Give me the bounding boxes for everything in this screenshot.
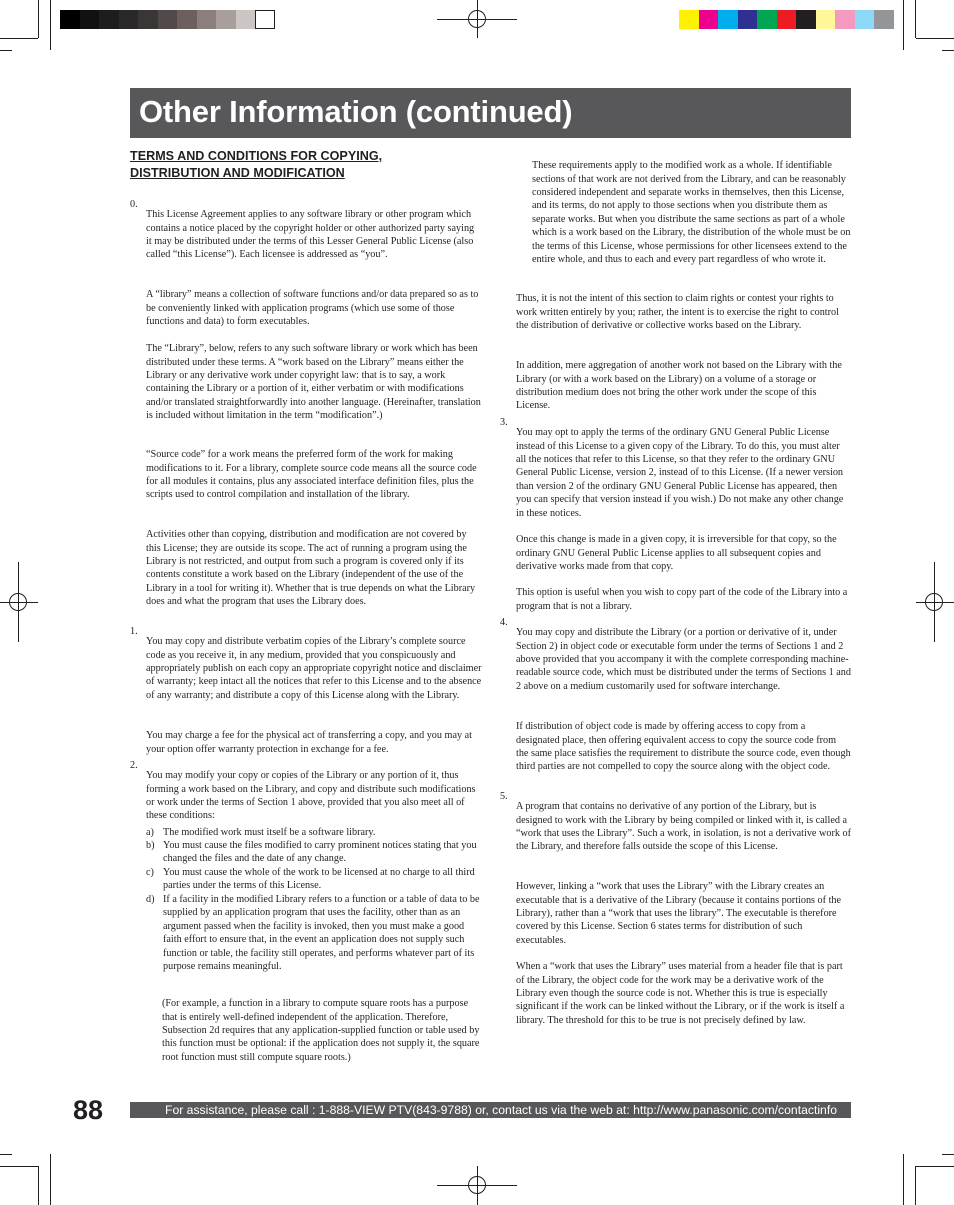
section-heading — [130, 148, 450, 182]
section-number: 0. — [130, 199, 138, 210]
paragraph: You may charge a fee for the physical act of transferring a copy, and you may at your option offer warranty protection in exchange for a fee. — [146, 730, 472, 755]
color-swatch — [777, 10, 797, 29]
color-swatch — [874, 10, 894, 29]
paragraph: However, linking a “work that uses the Library” with the Library creates an executable that is a derivative of the Library (because it contains portions of the Library), rather than a “work that uses the library”. The executable is therefore covered by this License. Section 6 states terms for distribution of such executables. — [516, 881, 842, 946]
section-number: 4. — [500, 617, 508, 628]
paragraph: Once this change is made in a given copy, it is irreversible for that copy, so the ordinary GNU General Public License applies to all subsequent copies and derivative works made from that copy. — [516, 534, 837, 572]
list-item-text: You must cause the whole of the work to be licensed at no charge to all third parties under the terms of this License. — [163, 867, 475, 892]
footer-bar — [130, 1102, 851, 1118]
gray-swatch — [158, 10, 178, 29]
page-number: 88 — [73, 1095, 104, 1125]
color-swatch — [855, 10, 875, 29]
list-item-label: b) — [146, 840, 155, 851]
paragraph: If distribution of object code is made by offering access to copy from a designated place, then offering equivalent access to copy the source code from the same place satisfies the requirement to distribute the source code, even though third parties are not compelled to copy the source along with the object code. — [516, 721, 851, 773]
gray-swatch — [177, 10, 197, 29]
color-swatch — [757, 10, 777, 29]
section-number: 5. — [500, 791, 508, 802]
gray-swatch — [60, 10, 80, 29]
list-item-text: The modified work must itself be a software library. — [163, 827, 376, 838]
section-number: 2. — [130, 760, 138, 771]
color-swatch — [699, 10, 719, 29]
color-swatch — [679, 10, 699, 29]
paragraph: This option is useful when you wish to copy part of the code of the Library into a program that is not a library. — [516, 587, 848, 612]
color-swatch — [835, 10, 855, 29]
list-item-label: c) — [146, 867, 154, 878]
list-item — [146, 866, 482, 893]
section-heading-line1: TERMS AND CONDITIONS FOR COPYING, — [130, 149, 383, 163]
paragraph: You may copy and distribute verbatim copies of the Library’s complete source code as you receive it, in any medium, provided that you conspicuously and appropriately publish on each copy an appropriate copyright notice and disclaimer of warranty; keep intact all the notices that refer to this License and to the absence of any warranty; and distribute a copy of this License along with the Library. — [146, 636, 482, 701]
paragraph: Thus, it is not the intent of this section to claim rights or contest your rights to work written entirely by you; rather, the intent is to exercise the right to control the distribution of derivative or collective works based on the Library. — [516, 293, 839, 331]
paragraph: A program that contains no derivative of any portion of the Library, but is designed to work with the Library by being compiled or linked with it, is called a “work that uses the Library”. Such a work, in isolation, is not a derivative work of the Library, and therefore falls outside the scope of this License. — [516, 801, 851, 853]
gray-swatch — [80, 10, 100, 29]
list-item-text: If a facility in the modified Library refers to a function or a table of data to be supplied by an application program that uses the facility, other than as an argument passed when the facility is invoked, then you must make a good faith effort to ensure that, in the event an application does not supply such function or table, the facility still operates, and performs whatever part of its purpose remains meaningful. — [163, 894, 480, 973]
section-heading-line2: DISTRIBUTION AND MODIFICATION — [130, 166, 345, 180]
list-item-text: You must cause the files modified to carry prominent notices stating that you changed the files and the date of any change. — [163, 840, 477, 865]
list-item — [146, 893, 482, 973]
paragraph: These requirements apply to the modified work as a whole. If identifiable sections of that work are not derived from the Library, and can be reasonably considered independent and separate works in themselves, then this License, and its terms, do not apply to those sections when you distribute them as separate works. But when you distribute the same sections as part of a whole which is a work based on the Library, the distribution of the whole must be on the terms of this License, whose permissions for other licensees extend to the entire whole, and thus to each and every part regardless of who wrote it. — [532, 160, 851, 266]
gray-swatch — [138, 10, 158, 29]
paragraph: When a “work that uses the Library” uses material from a header file that is part of the Library, the object code for the work may be a derivative work of the Library even though the source code is not. Whether this is true is especially significant if the work can be linked without the Library, or if the work is itself a library. The threshold for this to be true is not precisely defined by law. — [516, 961, 845, 1026]
color-swatch — [816, 10, 836, 29]
section-number: 3. — [500, 417, 508, 428]
paragraph: (For example, a function in a library to compute square roots has a purpose that is entirely well-defined independent of the application. Therefore, Subsection 2d requires that any application-supplied function or table used by this function must be optional: if the application does not supply it, the square root function must still compute square roots.) — [162, 998, 480, 1063]
paragraph: Activities other than copying, distribution and modification are not covered by this License; they are outside its scope. The act of running a program using the Library is not restricted, and output from such a program is covered only if its contents constitute a work based on the Library (independent of the use of the Library in a tool for writing it). Whether that is true depends on what the Library does and what the program that uses the Library does. — [146, 529, 476, 608]
page-title: Other Information (continued) — [139, 94, 573, 129]
color-swatch — [738, 10, 758, 29]
gray-swatch — [197, 10, 217, 29]
list-item-label: d) — [146, 894, 155, 905]
color-swatch — [718, 10, 738, 29]
paragraph: You may copy and distribute the Library (or a portion or derivative of it, under Section 2) in object code or executable form under the terms of Sections 1 and 2 above provided that you accompany it with the complete corresponding machine-readable source code, which must be distributed under the terms of Sections 1 and 2 above on a medium customarily used for software interchange. — [516, 627, 851, 692]
title-bar — [130, 88, 851, 138]
footer-assistance-text: For assistance, please call : 1-888-VIEW PTV(843-9788) or, contact us via the web at: http://www.panasonic.com/contactinfo — [165, 1103, 837, 1117]
paragraph: This License Agreement applies to any software library or other program which contains a notice placed by the copyright holder or other authorized party saying it may be distributed under the terms of this Lesser General Public License (also called “this License”). Each licensee is addressed as “you”. — [146, 209, 475, 261]
list-item — [146, 839, 482, 866]
gray-swatch — [216, 10, 236, 29]
paragraph: You may modify your copy or copies of the Library or any portion of it, thus forming a work based on the Library, and copy and distribute such modifications or work under the terms of Section 1 above, provided that you also meet all of these conditions: — [146, 770, 476, 822]
color-swatch — [796, 10, 816, 29]
paragraph: You may opt to apply the terms of the ordinary GNU General Public License instead of this License to a given copy of the Library. To do this, you must alter all the notices that refer to this License, so that they refer to the ordinary GNU General Public License, version 2, instead of to this License. (If a newer version than version 2 of the ordinary GNU General Public License has appeared, then you can specify that version instead if you wish.) Do not make any other change in these notices. — [516, 427, 844, 519]
paragraph: The “Library”, below, refers to any such software library or work which has been distributed under these terms. A “work based on the Library” means either the Library or any derivative work under copyright law: that is to say, a work containing the Library or a portion of it, either verbatim or with modifications and/or translated straightforwardly into another language. (Hereinafter, translation is included without limitation in the term “modification”.) — [146, 343, 481, 422]
list-item-label: a) — [146, 827, 154, 838]
gray-swatch — [236, 10, 256, 29]
paragraph: “Source code” for a work means the preferred form of the work for making modifications to it. For a library, complete source code means all the source code for all modules it contains, plus any associated interface definition files, plus the scripts used to control compilation and installation of the library. — [146, 449, 477, 501]
section-number: 1. — [130, 626, 138, 637]
gray-swatch — [119, 10, 139, 29]
paragraph: In addition, mere aggregation of another work not based on the Library with the Library (or with a work based on the Library) on a volume of a storage or distribution medium does not bring the other work under the scope of this License. — [516, 360, 842, 412]
gray-swatch — [255, 10, 275, 29]
paragraph: A “library” means a collection of software functions and/or data prepared so as to be conveniently linked with application programs (which use some of those functions and data) to form executables. — [146, 289, 479, 327]
list-item — [146, 826, 482, 839]
gray-swatch — [99, 10, 119, 29]
